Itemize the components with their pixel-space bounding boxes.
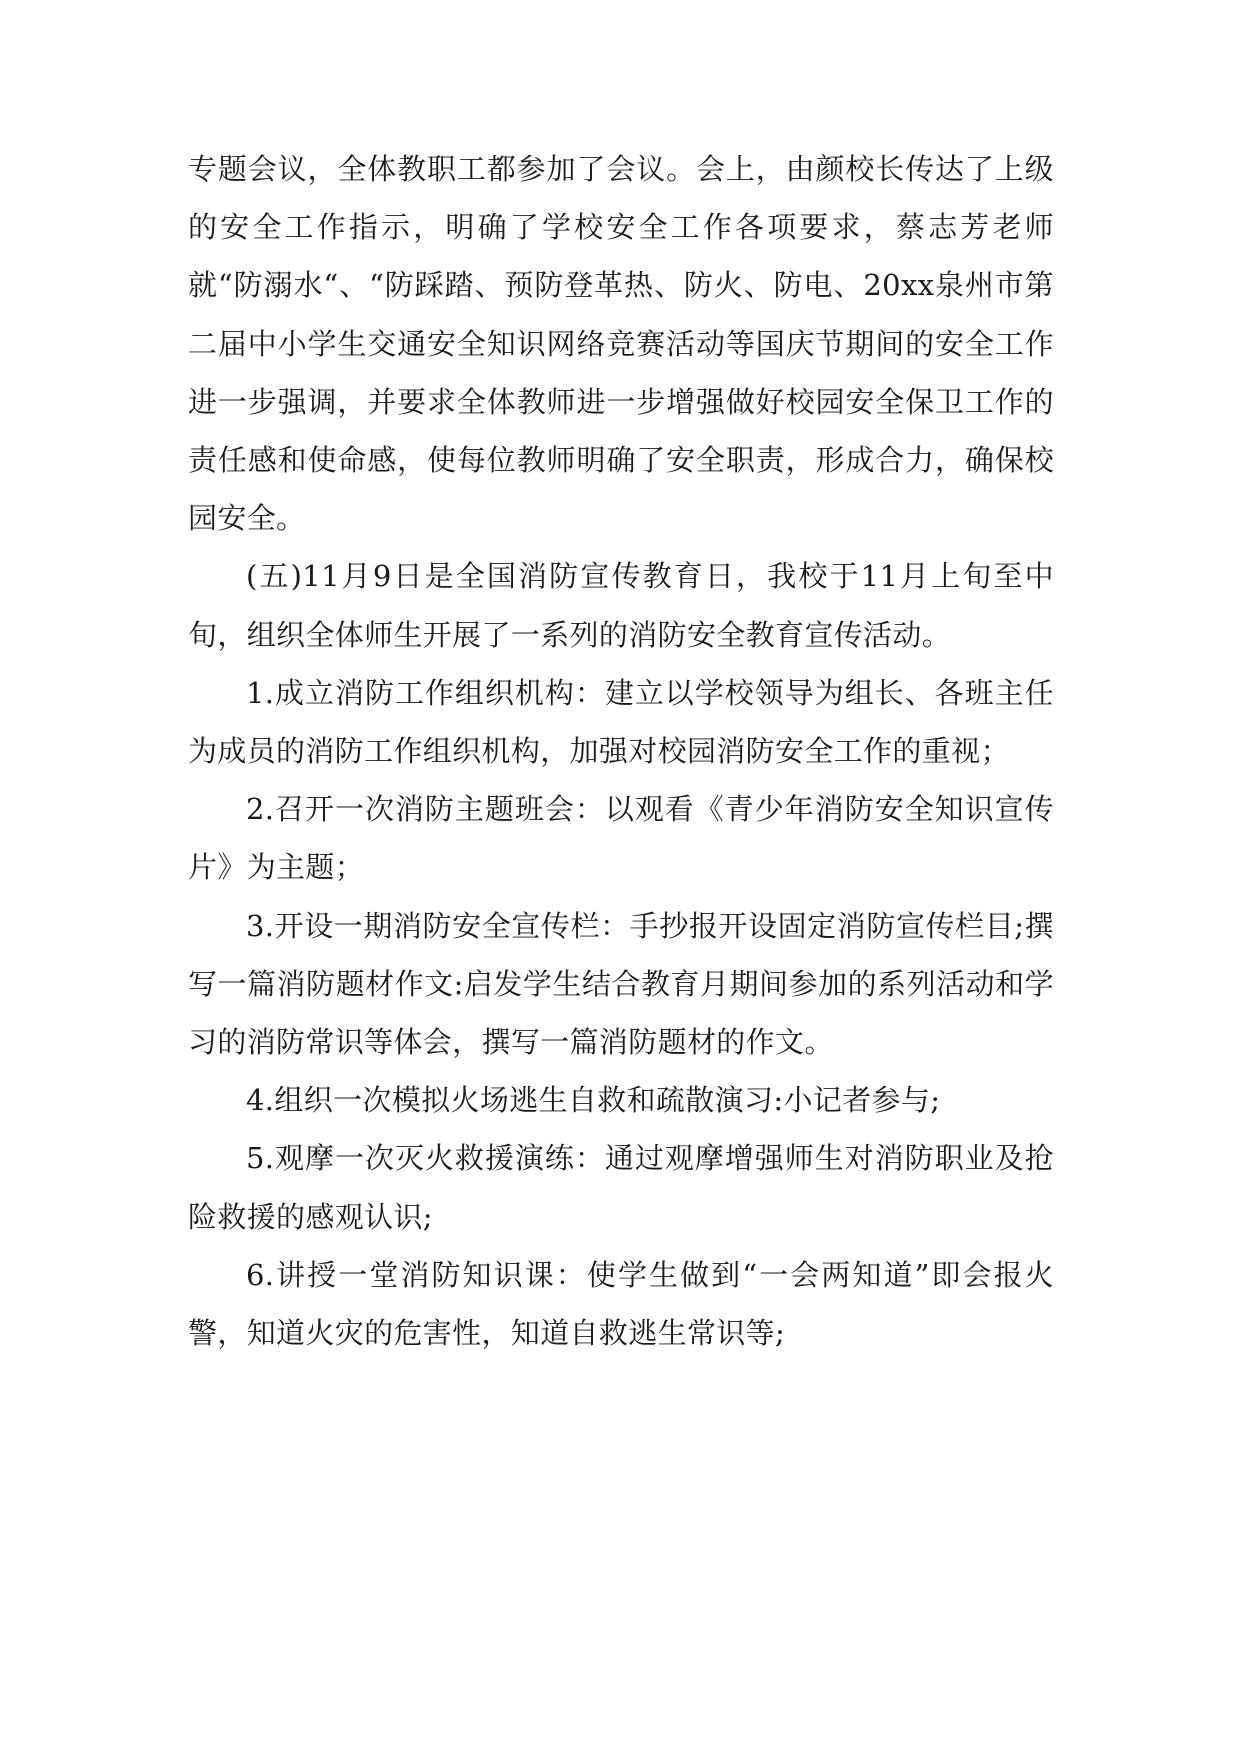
document-body	[188, 140, 1054, 1362]
list-item-theme-class-meeting: 2.召开一次消防主题班会：以观看《青少年消防安全知识宣传片》为主题；	[188, 792, 1054, 885]
list-item-knowledge-lesson: 6.讲授一堂消防知识课：使学生做到“一会两知道”即会报火警，知道火灾的危害性，知道自救逃生常识等;	[188, 1257, 1054, 1351]
list-item-bulletin-board: 3.开设一期消防安全宣传栏：手抄报开设固定消防宣传栏目;撰写一篇消防题材作文:启发学生结合教育月期间参加的系列活动和学习的消防常识等体会，撰写一篇消防题材的作文。	[188, 908, 1054, 1060]
list-item-evacuation-drill: 4.组织一次模拟火场逃生自救和疏散演习:小记者参与;	[246, 1083, 941, 1118]
list-item-fire-organization: 1.成立消防工作组织机构：建立以学校领导为组长、各班主任为成员的消防工作组织机构，加强对校园消防安全工作的重视；	[188, 675, 1054, 769]
paragraph-fire-education-day: (五)11月9日是全国消防宣传教育日，我校于11月上旬至中旬，组织全体师生开展了一系列的消防安全教育宣传活动。	[188, 559, 1054, 652]
paragraph-meeting-summary: 专题会议，全体教职工都参加了会议。会上，由颜校长传达了上级的安全工作指示，明确了学校安全工作各项要求，蔡志芳老师就“防溺水“、“防踩踏、预防登革热、防火、防电、20xx泉州市第二届中小学生交通安全知识网络竞赛活动等国庆节期间的安全工作进一步强调，并要求全体教师进一步增强做好校园安全保卫工作的责任感和使命感，使每位教师明确了安全职责，形成合力，确保校园安全。	[188, 152, 1054, 536]
list-item-rescue-demo: 5.观摩一次灭火救援演练：通过观摩增强师生对消防职业及抢险救援的感观认识;	[188, 1141, 1054, 1234]
